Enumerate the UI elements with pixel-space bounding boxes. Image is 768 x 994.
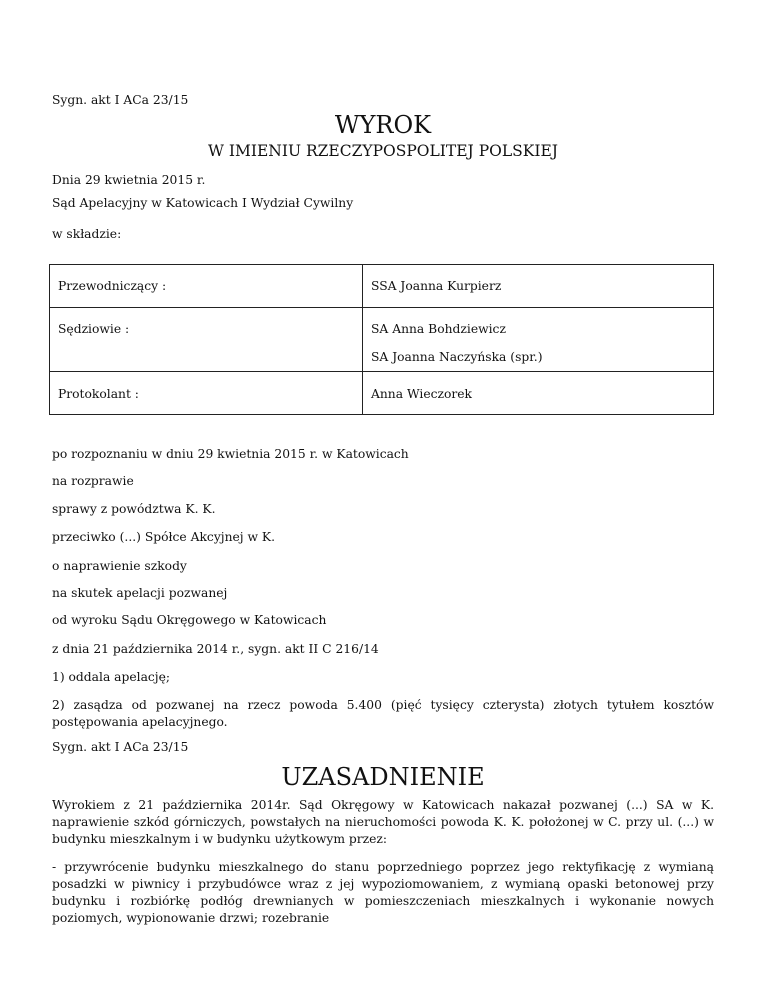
document-page (52, 0, 714, 994)
judgment-title: WYROK (334, 111, 432, 139)
ruling-item-1: 1) oddala apelację; (52, 670, 171, 684)
composition-intro: w składzie: (52, 227, 122, 241)
clerk-label: Protokolant : (50, 372, 363, 415)
judge-name: SA Joanna Naczyńska (spr.) (371, 350, 543, 364)
proceedings-line: na rozprawie (52, 474, 134, 488)
justification-paragraph-2: - przywrócenie budynku mieszkalnego do stanu poprzedniego poprzez jego rektyfikację z wymianą posadzki w piwnicy i przybudówce wraz z jej wypoziomowaniem, z wymianą opaski betonowej przy budynku i rozbiórkę podłóg drewnianych w pomieszczeniach mieszkalnych i wykonanie nowych poziomych, wypionowanie drzwi; rozebranie (52, 860, 714, 925)
clerk-name: Anna Wieczorek (363, 372, 714, 415)
proceedings-line: sprawy z powództwa K. K. (52, 502, 216, 516)
table-row (50, 265, 714, 308)
proceedings-line: od wyroku Sądu Okręgowego w Katowicach (52, 613, 327, 627)
proceedings-line: po rozpoznaniu w dniu 29 kwietnia 2015 r. w Katowicach (52, 447, 409, 461)
table-row (50, 308, 714, 372)
judges-label: Sędziowie : (50, 308, 363, 372)
proceedings-line: z dnia 21 października 2014 r., sygn. akt II C 216/14 (52, 642, 379, 656)
case-number: Sygn. akt I ACa 23/15 (52, 93, 189, 107)
proceedings-line: o naprawienie szkody (52, 559, 187, 573)
ruling-item-2: 2) zasądza od pozwanej na rzecz powoda 5.400 (pięć tysięcy czterysta) złotych tytułem kosztów postępowania apelacyjnego. (52, 698, 714, 729)
proceedings-line: na skutek apelacji pozwanej (52, 586, 228, 600)
table-row (50, 372, 714, 415)
court-name: Sąd Apelacyjny w Katowicach I Wydział Cywilny (52, 196, 354, 210)
justification-case-number: Sygn. akt I ACa 23/15 (52, 740, 189, 754)
justification-title: UZASADNIENIE (281, 763, 485, 791)
judgment-date: Dnia 29 kwietnia 2015 r. (52, 173, 206, 187)
judges-cell (363, 308, 714, 372)
justification-paragraph-1: Wyrokiem z 21 października 2014r. Sąd Okręgowy w Katowicach nakazał pozwanej (...) SA w K. naprawienie szkód górniczych, powstałych na nieruchomości powoda K. K. położonej w C. przy ul. (...) w budynku mieszkalnym i w budynku użytkowym przez: (52, 798, 714, 846)
proceedings-line: przeciwko (...) Spółce Akcyjnej w K. (52, 530, 276, 544)
judge-name: SA Anna Bohdziewicz (371, 322, 506, 336)
court-panel-table (49, 264, 714, 415)
chair-label: Przewodniczący : (50, 265, 363, 308)
judgment-subtitle: W IMIENIU RZECZYPOSPOLITEJ POLSKIEJ (208, 142, 558, 160)
chair-name: SSA Joanna Kurpierz (363, 265, 714, 308)
